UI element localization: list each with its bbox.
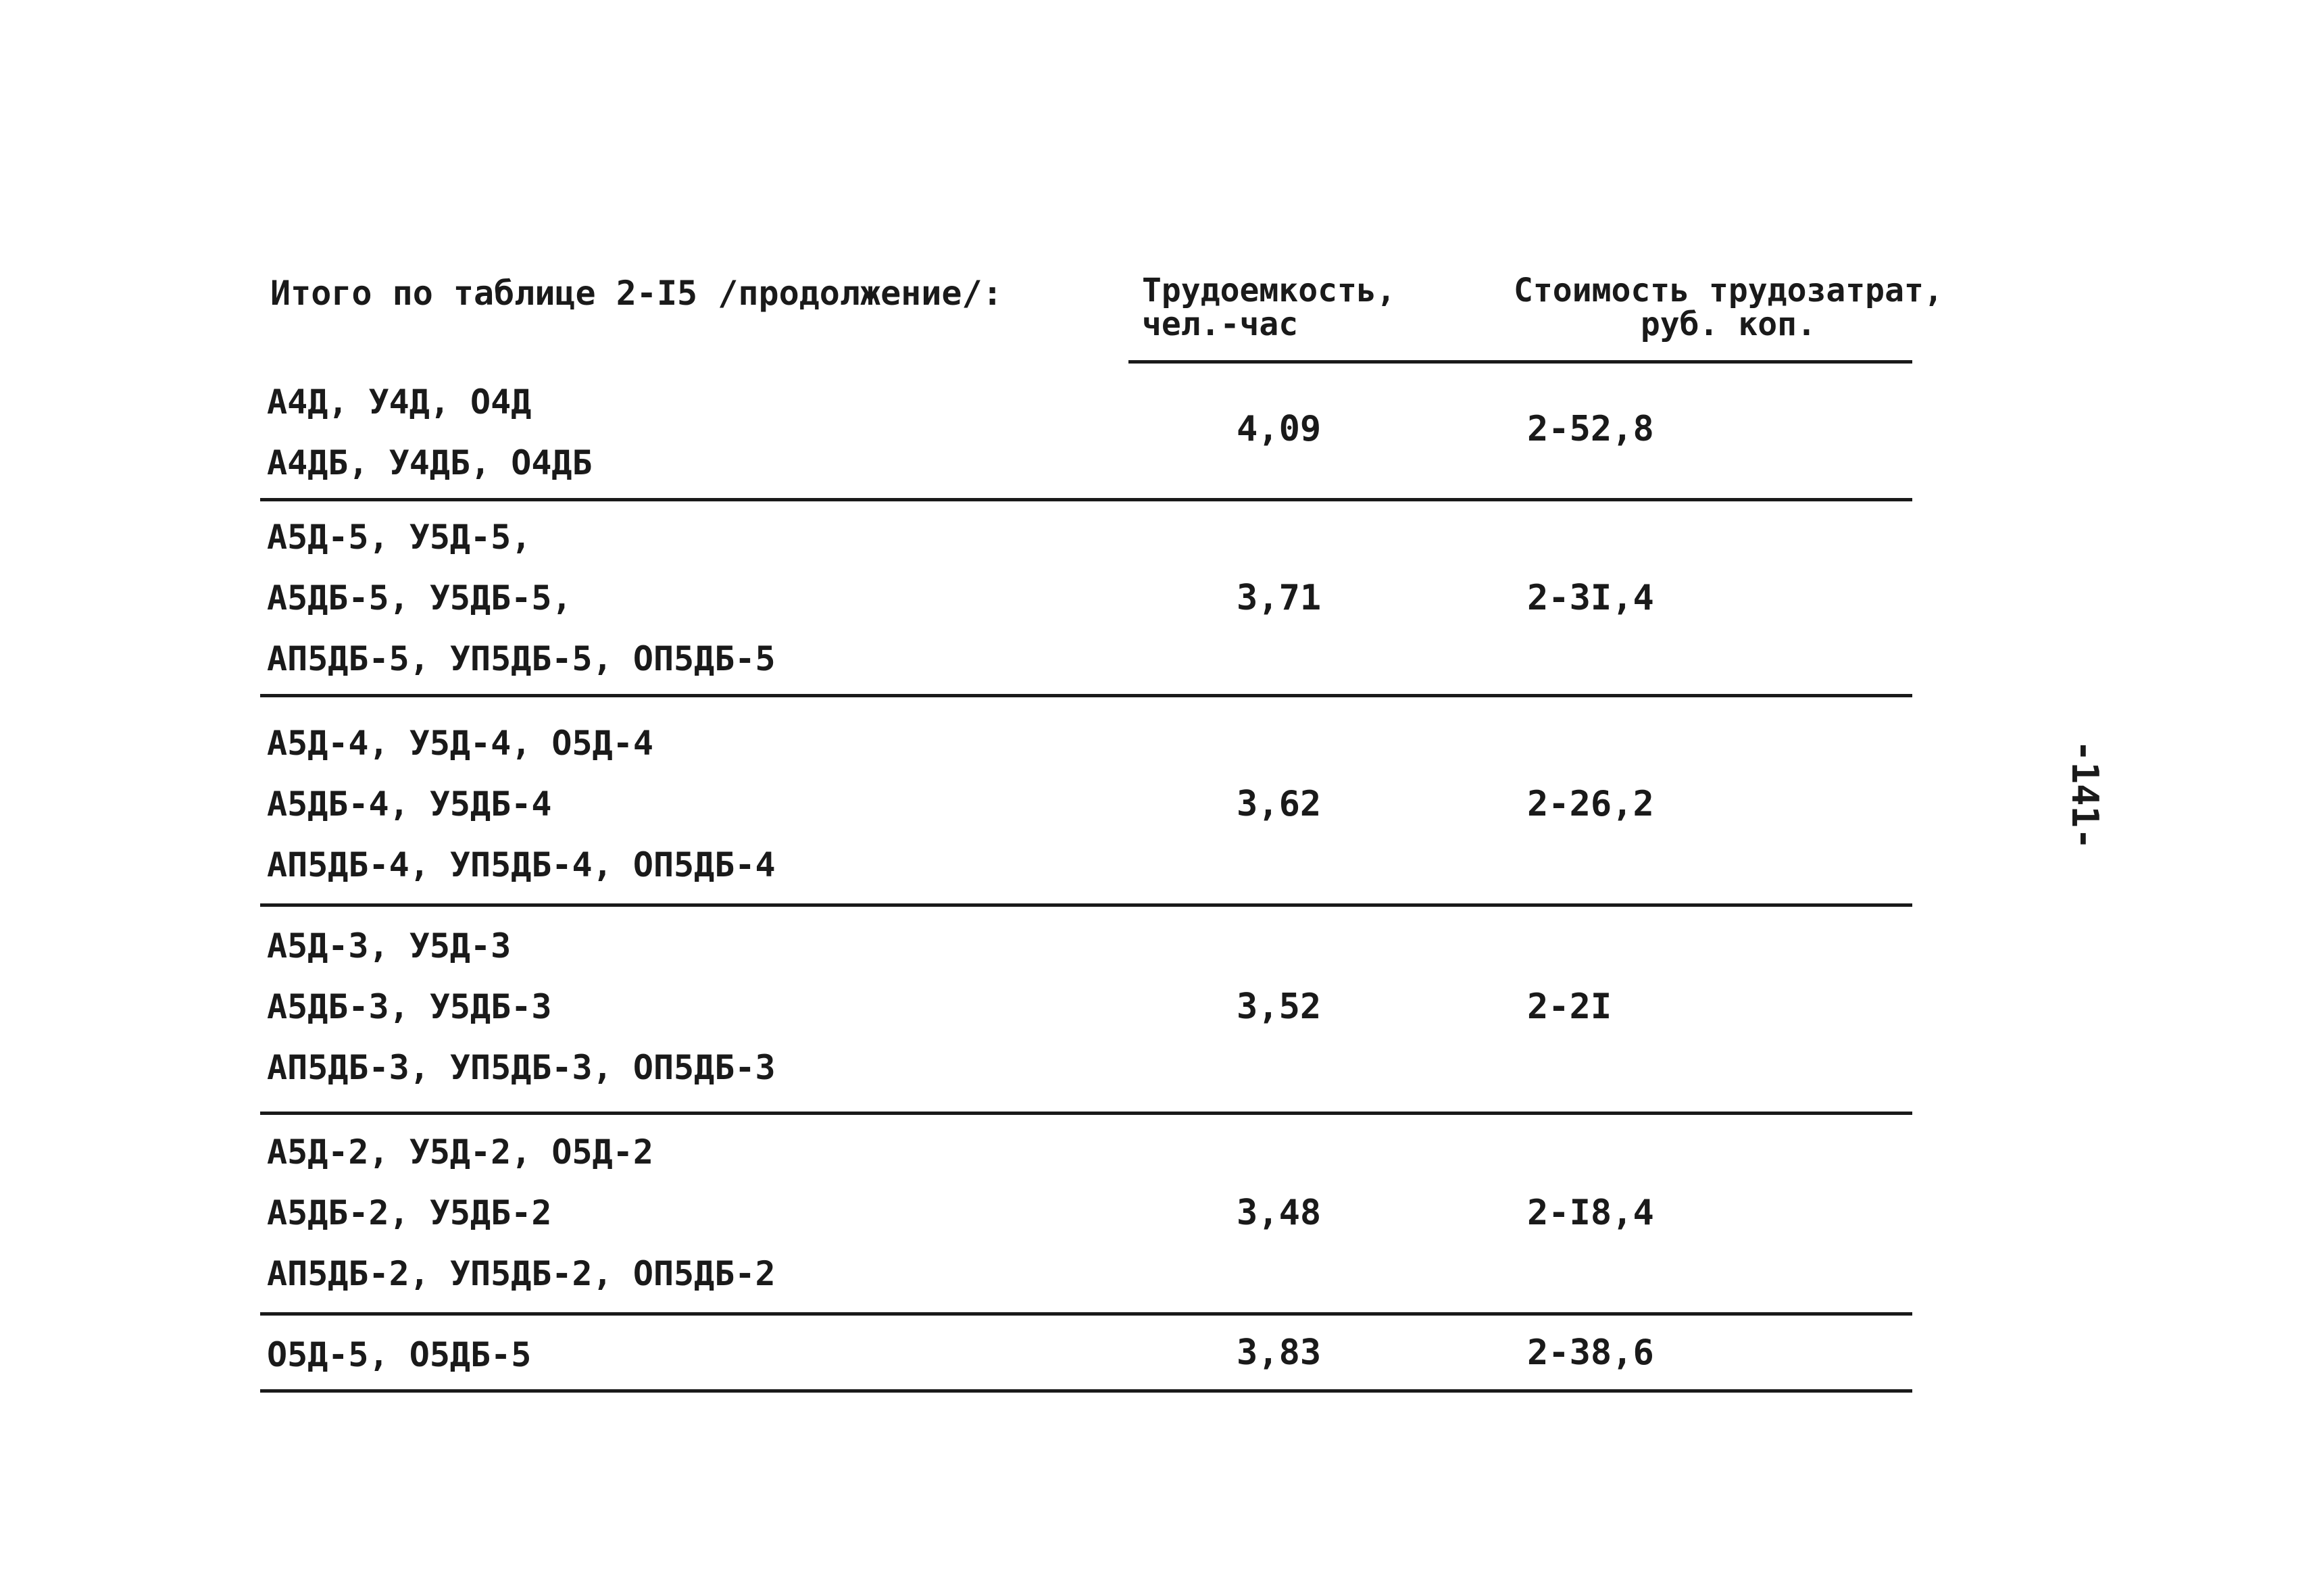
row-divider <box>260 903 1912 907</box>
table-bottom-rule <box>260 1389 1912 1393</box>
cost-value: 2-2I <box>1527 987 1612 1027</box>
labor-header-line1: Трудоемкость, <box>1142 272 1396 309</box>
labor-header-line2: чел.-час <box>1142 305 1299 343</box>
row-divider <box>260 694 1912 697</box>
table-row <box>257 713 1912 895</box>
row-codes <box>267 1324 531 1385</box>
code-line: А5ДБ-2, У5ДБ-2 <box>267 1193 552 1232</box>
code-line: АП5ДБ-2, УП5ДБ-2, ОП5ДБ-2 <box>267 1254 776 1293</box>
cost-header-line2: руб. коп. <box>1640 305 1816 343</box>
code-line: А5ДБ-3, У5ДБ-3 <box>267 987 552 1026</box>
code-line: А4ДБ, У4ДБ, О4ДБ <box>267 443 593 482</box>
row-codes <box>267 372 593 493</box>
labor-value: 3,52 <box>1237 987 1322 1027</box>
code-line: О5Д-5, О5ДБ-5 <box>267 1335 532 1374</box>
cost-value: 2-52,8 <box>1527 409 1654 449</box>
cost-header-line1: Стоимость трудозатрат, <box>1514 272 1943 309</box>
code-line: А5Д-2, У5Д-2, О5Д-2 <box>267 1132 653 1172</box>
page-number: -141- <box>2064 740 2106 850</box>
code-line: А5Д-4, У5Д-4, О5Д-4 <box>267 724 653 763</box>
labor-value: 4,09 <box>1237 409 1322 449</box>
table-header <box>257 267 1943 368</box>
labor-column-header <box>1142 274 1396 341</box>
table-row <box>257 916 1912 1098</box>
table-row <box>257 1122 1912 1304</box>
row-codes <box>267 1122 776 1304</box>
table-title: Итого по таблице 2-I5 /продолжение/: <box>270 274 1003 313</box>
header-rule <box>1128 360 1912 364</box>
labor-value: 3,71 <box>1237 578 1322 618</box>
cost-value: 2-3I,4 <box>1527 578 1654 618</box>
labor-value: 3,83 <box>1237 1332 1322 1373</box>
row-divider <box>260 1312 1912 1316</box>
code-line: А5ДБ-5, У5ДБ-5, <box>267 578 572 618</box>
table-row <box>257 507 1912 689</box>
code-line: А5Д-5, У5Д-5, <box>267 518 532 557</box>
row-codes <box>267 713 776 895</box>
row-divider <box>260 498 1912 501</box>
row-codes <box>267 916 776 1098</box>
labor-value: 3,62 <box>1237 784 1322 824</box>
table-row <box>257 1324 1912 1392</box>
code-line: А4Д, У4Д, О4Д <box>267 382 532 422</box>
table-row <box>257 372 1912 500</box>
code-line: АП5ДБ-3, УП5ДБ-3, ОП5ДБ-3 <box>267 1048 776 1087</box>
cost-value: 2-38,6 <box>1527 1332 1654 1373</box>
row-codes <box>267 507 776 689</box>
code-line: А5Д-3, У5Д-3 <box>267 926 512 966</box>
code-line: АП5ДБ-5, УП5ДБ-5, ОП5ДБ-5 <box>267 639 776 678</box>
code-line: А5ДБ-4, У5ДБ-4 <box>267 784 552 824</box>
cost-value: 2-I8,4 <box>1527 1193 1654 1233</box>
cost-column-header <box>1514 274 1943 341</box>
code-line: АП5ДБ-4, УП5ДБ-4, ОП5ДБ-4 <box>267 845 776 884</box>
cost-value: 2-26,2 <box>1527 784 1654 824</box>
labor-value: 3,48 <box>1237 1193 1322 1233</box>
row-divider <box>260 1112 1912 1115</box>
